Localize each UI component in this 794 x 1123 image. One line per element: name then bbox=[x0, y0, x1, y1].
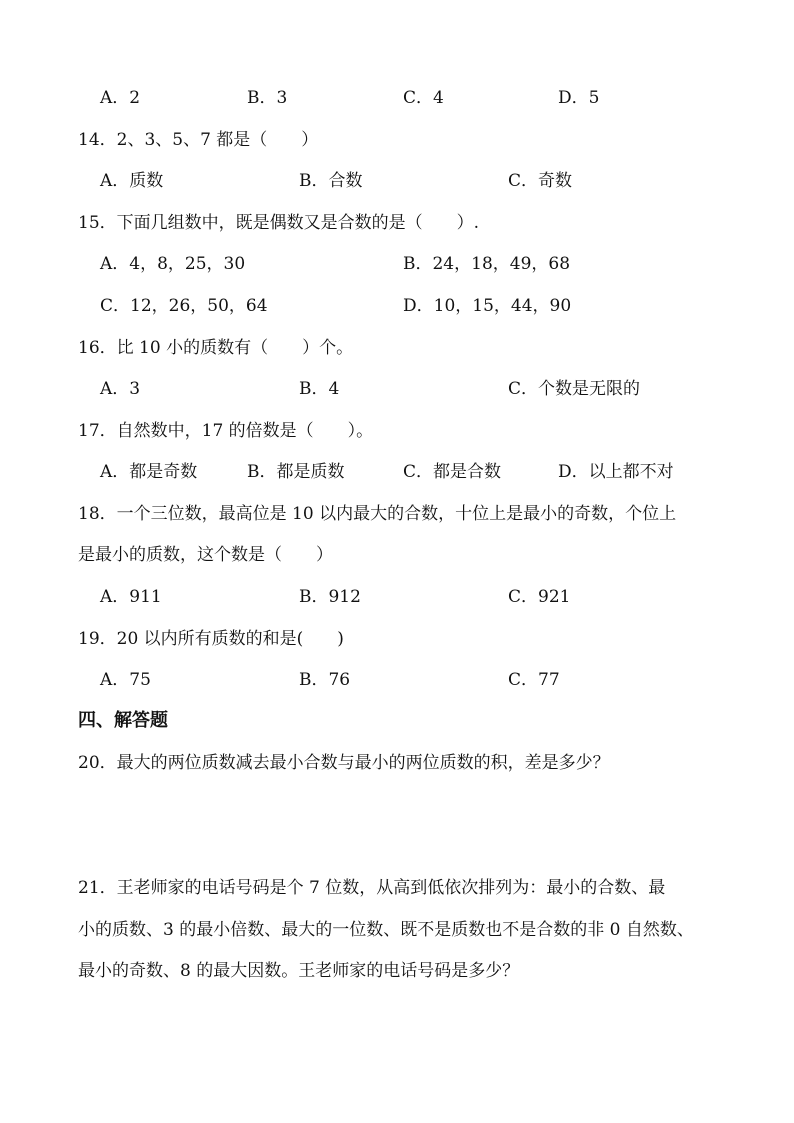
q18-option-b: B．912 bbox=[299, 587, 361, 607]
q17-option-d: D．以上都不对 bbox=[558, 462, 674, 482]
section-heading-answer-questions: 四、解答题 bbox=[78, 710, 168, 731]
q19-option-c: C．77 bbox=[508, 670, 560, 690]
q16-stem: 16．比 10 小的质数有（ ）个。 bbox=[78, 338, 354, 358]
q14-option-b: B．合数 bbox=[299, 171, 363, 191]
q18-option-a: A．911 bbox=[100, 587, 162, 607]
q15-option-d: D．10，15，44，90 bbox=[403, 296, 572, 316]
q21-stem-line3: 最小的奇数、8 的最大因数。王老师家的电话号码是多少？ bbox=[78, 961, 520, 981]
q18-stem-line1: 18．一个三位数，最高位是 10 以内最大的合数，十位上是最小的奇数，个位上 bbox=[78, 504, 677, 524]
q17-stem: 17．自然数中，17 的倍数是（ ）。 bbox=[78, 421, 374, 441]
q18-stem-line2: 是最小的质数，这个数是（ ） bbox=[78, 545, 333, 565]
q14-option-a: A．质数 bbox=[100, 171, 164, 191]
q17-option-a: A．都是奇数 bbox=[100, 462, 198, 482]
q13-option-c: C．4 bbox=[403, 88, 444, 108]
q20-stem: 20．最大的两位质数减去最小合数与最小的两位质数的积，差是多少？ bbox=[78, 753, 610, 773]
q14-stem: 14．2、3、5、7 都是（ ） bbox=[78, 130, 319, 150]
q15-option-a: A．4，8，25，30 bbox=[100, 254, 246, 274]
q17-option-c: C．都是合数 bbox=[403, 462, 502, 482]
q16-option-a: A．3 bbox=[100, 379, 141, 399]
q13-option-b: B．3 bbox=[247, 88, 288, 108]
q13-option-d: D．5 bbox=[558, 88, 600, 108]
q15-option-b: B．24，18，49，68 bbox=[403, 254, 571, 274]
q19-stem: 19．20 以内所有质数的和是( ) bbox=[78, 629, 344, 649]
q21-stem-line2: 小的质数、3 的最小倍数、最大的一位数、既不是质数也不是合数的非 0 自然数、 bbox=[78, 920, 694, 940]
q15-option-c: C．12，26，50，64 bbox=[100, 296, 268, 316]
q14-option-c: C．奇数 bbox=[508, 171, 573, 191]
q13-option-a: A．2 bbox=[100, 88, 141, 108]
q16-option-b: B．4 bbox=[299, 379, 340, 399]
q19-option-a: A．75 bbox=[100, 670, 151, 690]
q16-option-c: C．个数是无限的 bbox=[508, 379, 641, 399]
q21-stem-line1: 21．王老师家的电话号码是个 7 位数，从高到低依次排列为：最小的合数、最 bbox=[78, 878, 666, 898]
q18-option-c: C．921 bbox=[508, 587, 571, 607]
q17-option-b: B．都是质数 bbox=[247, 462, 345, 482]
q19-option-b: B．76 bbox=[299, 670, 351, 690]
q15-stem: 15．下面几组数中，既是偶数又是合数的是（ ）. bbox=[78, 213, 480, 233]
